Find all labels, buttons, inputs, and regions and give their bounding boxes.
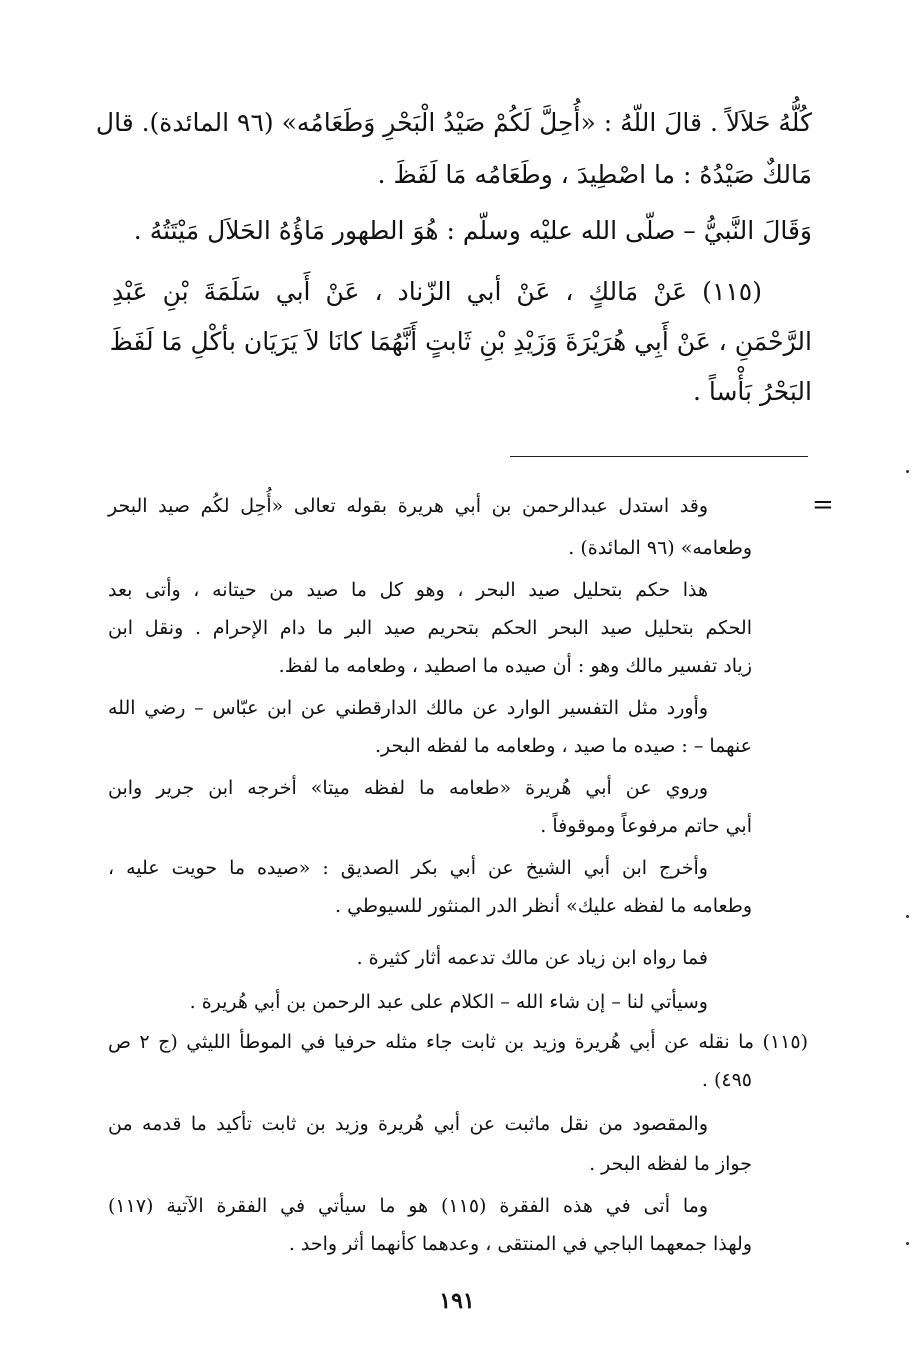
footnote-line: وطعامه» (٩٦ المائدة) .: [568, 537, 752, 559]
footnote-line: وطعامه ما لفظه عليك» أنظر الدر المنثور للسيوطي .: [334, 895, 752, 917]
main-line: البَحْرُ بَأْساً .: [692, 377, 812, 406]
footnote-line: فما رواه ابن زياد عن مالك تدعمه أثار كثيرة .: [356, 947, 708, 969]
footnote-line: أبي حاتم مرفوعاً وموقوفاً .: [540, 815, 752, 837]
continuation-mark: =: [812, 490, 834, 520]
footnote-line: ولهذا جمعهما الباجي في المنتقى ، وعدهما كأنهما أثر واحد .: [288, 1233, 752, 1255]
main-line: مَالكٌ صَيْدُهُ : ما اصْطِيدَ ، وطَعَامُه مَا لَفَظَ .: [377, 160, 812, 189]
footnote-line: وأورد مثل التفسير الوارد عن مالك الدارقطني عن ابن عبّاس – رضي الله: [108, 697, 708, 719]
footnote-line: هذا حكم بتحليل صيد البحر ، وهو كل ما صيد من حيتانه ، وأتى بعد: [108, 579, 708, 601]
footnote-line: والمقصود من نقل ماثبت عن أبي هُريرة وزيد بن ثابت تأكيد ما قدمه من: [108, 1113, 708, 1135]
scan-speck: [906, 470, 909, 473]
scan-speck: [906, 915, 909, 918]
main-line: (١١٥) عَنْ مَالكٍ ، عَنْ أبي الزّناد ، عَنْ أَبي سَلَمَةَ بْنِ عَبْدِ: [112, 277, 762, 306]
footnote-separator: [510, 456, 808, 457]
footnote-line: وروي عن أبي هُريرة «طعامه ما لفظه ميتا» أخرجه ابن جرير وابن: [108, 777, 708, 799]
footnote-line: وسيأتي لنا – إن شاء الله – الكلام على عبد الرحمن بن أبي هُريرة .: [189, 991, 708, 1013]
footnote-line: جواز ما لفظه البحر .: [589, 1153, 752, 1175]
footnote-line: الحكم بتحليل صيد البحر الحكم بتحريم صيد البر ما دام الإحرام . ونقل ابن: [108, 617, 752, 639]
footnote-line: وأخرج ابن أبي الشيخ عن أبي بكر الصديق : «صيده ما حويت عليه ،: [108, 857, 708, 879]
footnote-line: عنهما – : صيده ما صيد ، وطعامه ما لفظه البحر.: [375, 735, 752, 757]
footnote-line: (١١٥) ما نقله عن أبي هُريرة وزيد بن ثابت جاء مثله حرفيا في الموطأ الليثي (ج ٢ ص: [108, 1031, 809, 1053]
footnote-line: وما أتى في هذه الفقرة (١١٥) هو ما سيأتي في الفقرة الآتية (١١٧): [108, 1195, 708, 1217]
main-line: وَقَالَ النَّبيُّ – صلّى الله عليْه وسلّم : هُوَ الطهور مَاؤُهُ الحَلاَل مَيْتَتُهُ .: [133, 216, 812, 245]
footnote-line: وقد استدل عبدالرحمن بن أبي هريرة بقوله تعالى «أُحِل لكُم صيد البحر: [108, 495, 708, 517]
scan-speck: [906, 1242, 909, 1245]
footnote-line: زياد تفسير مالك وهو : أن صيده ما اصطيد ، وطعامه ما لفظ.: [278, 655, 752, 677]
main-line: الرَّحْمَنِ ، عَنْ أَبِي هُرَيْرَةَ وَزَيْدِ بْنِ ثَابتٍ أَنَّهُمَا كانَا لاَ يَرَيَان بأكْلِ مَا لَفَظَ: [109, 327, 812, 356]
page-number: ١٩١: [439, 1288, 475, 1314]
main-line: كُلُّهُ حَلاَلاً . قالَ اللّهُ : «أُحِلَّ لَكُمْ صَيْدُ الْبَحْرِ وَطَعَامُه» (٩٦ المائدة). قال: [95, 108, 812, 137]
footnote-line: ٤٩٥) .: [701, 1069, 752, 1091]
